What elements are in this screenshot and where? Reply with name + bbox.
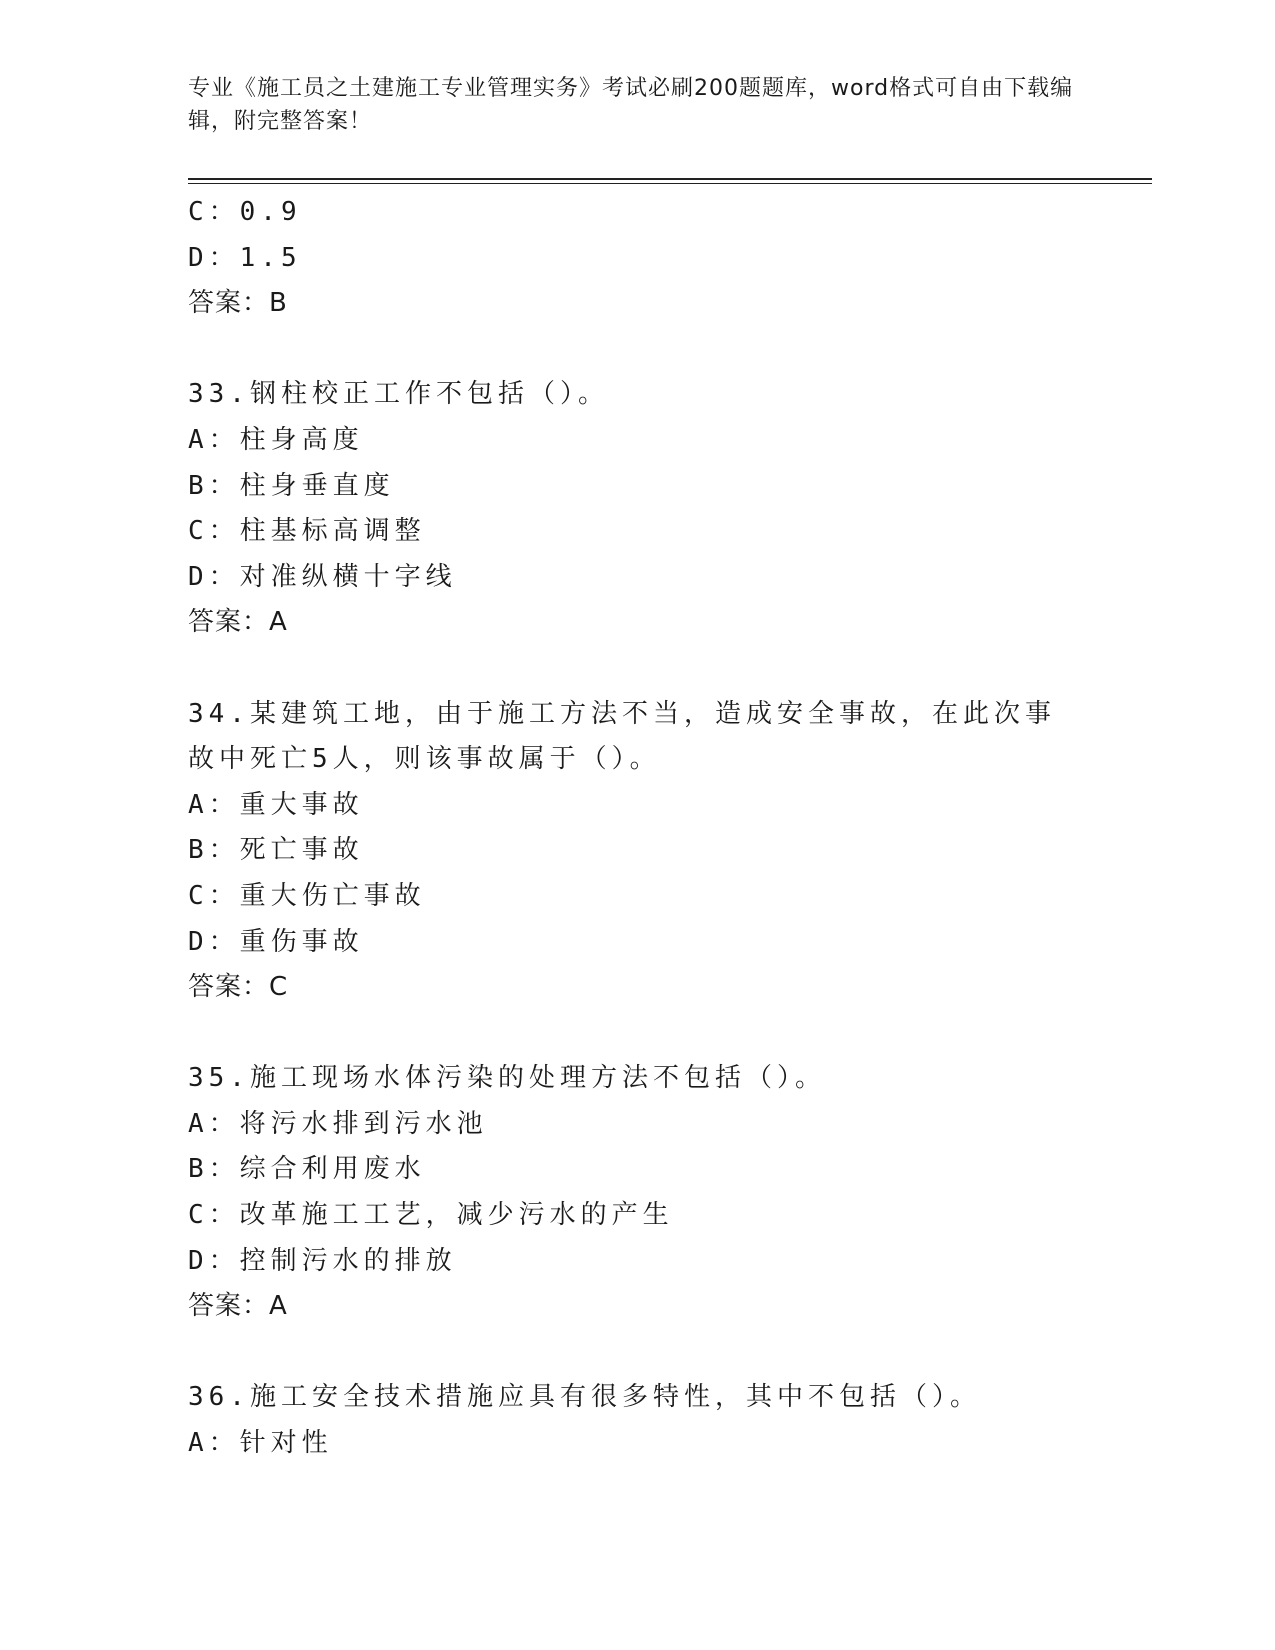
- option-label: A：: [188, 789, 240, 820]
- spacer: [188, 1011, 1108, 1057]
- option-label: D：: [188, 1245, 240, 1276]
- question-block-34: [188, 692, 1108, 1011]
- option-label: A：: [188, 424, 240, 455]
- option-c: [188, 509, 1108, 555]
- option-a: [188, 1102, 1108, 1148]
- question-list: [188, 190, 1108, 1467]
- option-text: 重伤事故: [239, 926, 364, 957]
- option-a: [188, 783, 1108, 829]
- option-text: 控制污水的排放: [239, 1245, 457, 1276]
- question-block-36: [188, 1375, 1108, 1466]
- question-text: 33.钢柱校正工作不包括（）。: [188, 379, 609, 410]
- header-title: 专业《施工员之土建施工专业管理实务》考试必刷200题题库，word格式可自由下载编辑，附完整答案！: [188, 76, 1074, 134]
- option-b: [188, 464, 1108, 510]
- option-text: 1.5: [239, 242, 302, 273]
- option-label: D：: [188, 242, 240, 273]
- option-label: D：: [188, 926, 240, 957]
- option-label: C：: [188, 516, 240, 547]
- option-label: A：: [188, 1108, 240, 1139]
- option-text: 改革施工工艺，减少污水的产生: [239, 1200, 674, 1231]
- option-d: [188, 555, 1108, 601]
- option-text: 柱身垂直度: [239, 470, 395, 501]
- question-block-35: [188, 1056, 1108, 1330]
- answer-line: 答案：A: [188, 607, 288, 638]
- option-text: 综合利用废水: [239, 1154, 426, 1185]
- option-label: C：: [188, 1200, 240, 1231]
- option-text: 柱身高度: [239, 424, 364, 455]
- option-c: [188, 190, 1108, 236]
- option-c: [188, 1193, 1108, 1239]
- question-text: 34.某建筑工地，由于施工方法不当，造成安全事故，在此次事故中死亡5人，则该事故属于（）。: [188, 698, 1056, 775]
- option-d: [188, 1239, 1108, 1285]
- option-label: B：: [188, 835, 240, 866]
- option-label: A：: [188, 1428, 240, 1459]
- spacer: [188, 327, 1108, 373]
- answer-line: 答案：B: [188, 288, 288, 319]
- spacer: [188, 646, 1108, 692]
- option-d: [188, 920, 1108, 966]
- option-a: [188, 1421, 1108, 1467]
- option-text: 对准纵横十字线: [239, 561, 457, 592]
- header-divider-thick: [188, 178, 1152, 180]
- option-b: [188, 1147, 1108, 1193]
- option-label: B：: [188, 1154, 240, 1185]
- option-d: [188, 236, 1108, 282]
- question-text: 35.施工现场水体污染的处理方法不包括（）。: [188, 1063, 826, 1094]
- option-c: [188, 874, 1108, 920]
- spacer: [188, 1330, 1108, 1376]
- answer-line: 答案：A: [188, 1291, 288, 1322]
- answer-line: 答案：C: [188, 972, 289, 1003]
- option-b: [188, 828, 1108, 874]
- option-label: C：: [188, 197, 240, 227]
- option-text: 重大伤亡事故: [239, 880, 426, 911]
- option-a: [188, 418, 1108, 464]
- question-block-prev: [188, 190, 1108, 327]
- option-label: B：: [188, 470, 240, 501]
- page-header: [188, 72, 1088, 138]
- option-text: 柱基标高调整: [239, 516, 426, 547]
- option-text: 0.9: [239, 197, 302, 227]
- option-text: 重大事故: [239, 789, 364, 820]
- option-label: D：: [188, 561, 240, 592]
- option-text: 针对性: [239, 1428, 333, 1459]
- option-text: 死亡事故: [239, 835, 364, 866]
- question-block-33: [188, 372, 1108, 646]
- question-text: 36.施工安全技术措施应具有很多特性，其中不包括（）。: [188, 1382, 981, 1413]
- option-text: 将污水排到污水池: [239, 1108, 488, 1139]
- header-divider-thin: [188, 183, 1152, 184]
- option-label: C：: [188, 880, 240, 911]
